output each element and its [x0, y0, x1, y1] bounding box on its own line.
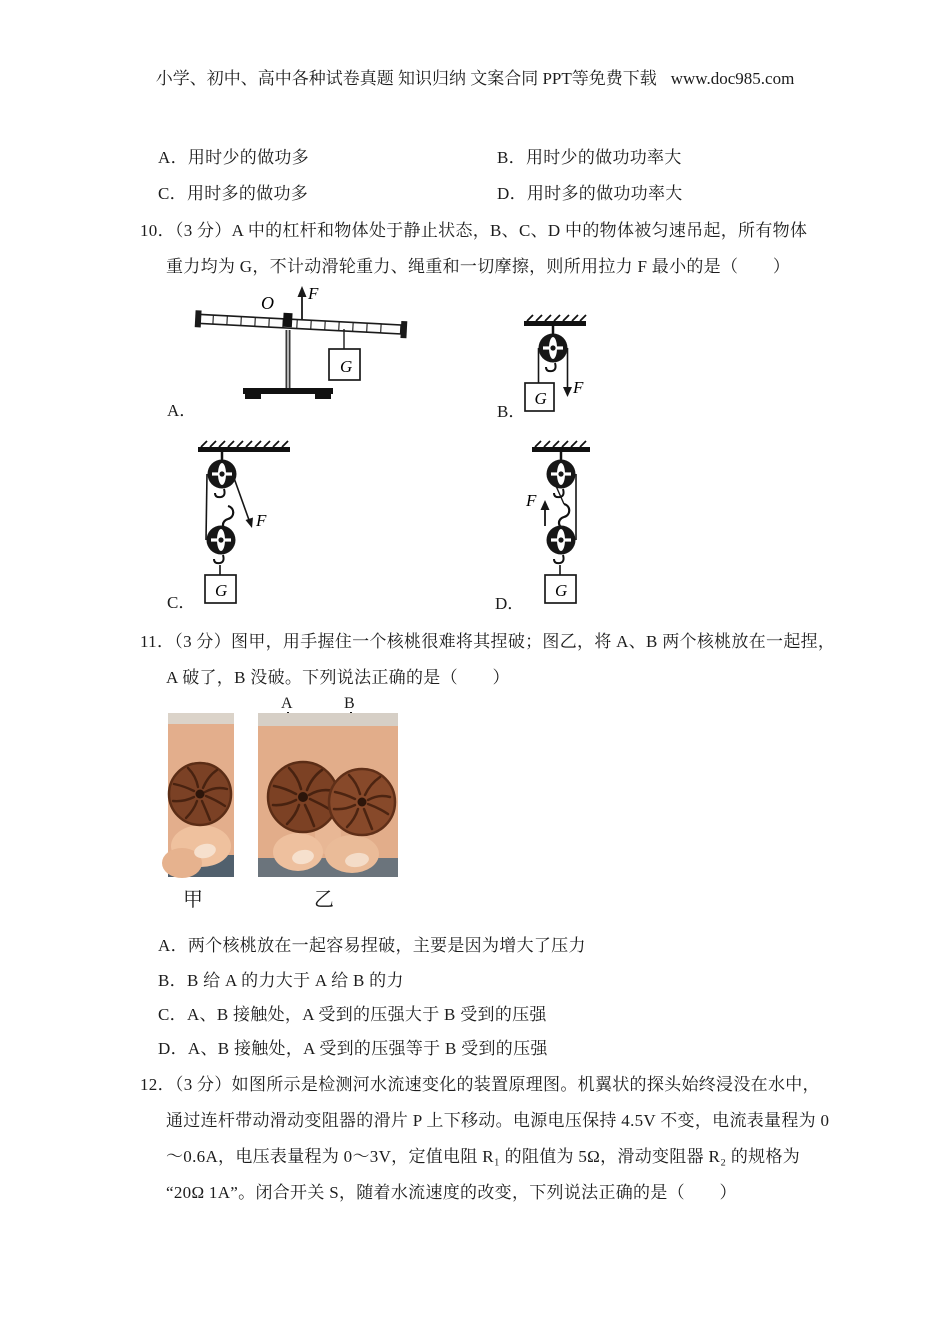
fingertip-right — [325, 835, 379, 873]
q11-option-d: D．A、B 接触处，A 受到的压强等于 B 受到的压强 — [158, 1039, 548, 1058]
stand-foot-right — [315, 394, 331, 399]
photo-caption-jia: 甲 — [183, 889, 203, 911]
force-label-f: F — [256, 511, 267, 530]
q11-stem-line1: 11．（3 分）图甲，用手握住一个核桃很难将其捏破；图乙，将 A、B 两个核桃放在一起捏， — [140, 632, 836, 651]
movable-pulley — [547, 526, 576, 555]
force-arrow-head — [541, 500, 550, 510]
pulley-diagram-c — [192, 438, 312, 606]
movable-pulley-hook — [554, 555, 564, 563]
weight-label-g: G — [340, 357, 353, 376]
walnut-b — [329, 769, 395, 835]
force-arrow-head — [563, 387, 572, 397]
photo-caption-yi: 乙 — [314, 889, 334, 911]
pavement-top — [168, 713, 234, 724]
beam-left-cap — [195, 310, 202, 327]
pivot-clamp — [283, 313, 293, 327]
pivot-label-o: O — [261, 293, 274, 313]
q9-option-c: C．用时多的做功多 — [158, 184, 309, 203]
fixed-pulley — [547, 460, 576, 489]
walnut-b-label: B — [344, 695, 355, 712]
rope-left — [206, 474, 207, 540]
q9-option-b: B．用时少的做功功率大 — [497, 148, 682, 167]
q10-stem-line1: 10．（3 分）A 中的杠杆和物体处于静止状态，B、C、D 中的物体被匀速吊起，所有物体 — [140, 221, 808, 240]
ceiling-hatch — [532, 441, 590, 452]
q11-stem-line2: A 破了，B 没破。下列说法正确的是（ ） — [166, 668, 510, 687]
q9-option-d: D．用时多的做功功率大 — [497, 184, 683, 203]
rope-diagonal — [234, 478, 249, 520]
weight-label-g: G — [534, 389, 547, 408]
fixed-pulley — [539, 334, 568, 363]
stand-foot-left — [245, 394, 261, 399]
pulley-hook — [546, 363, 556, 371]
figure-b-caption: B． — [497, 402, 526, 421]
lever-diagram-a — [195, 283, 410, 405]
lever-beam — [195, 308, 408, 338]
site-watermark — [0, 64, 950, 89]
fixed-pulley — [208, 460, 237, 489]
force-arrow-head — [298, 286, 307, 297]
movable-pulley — [207, 526, 236, 555]
stand-base — [243, 388, 333, 394]
ceiling-hatch — [198, 441, 290, 452]
pulley-diagram-b — [518, 313, 598, 418]
walnut — [169, 763, 231, 825]
fixed-pulley-hook — [215, 489, 225, 497]
q9-option-a: A．用时少的做功多 — [158, 148, 309, 167]
q11-option-a: A．两个核桃放在一起容易捏破，主要是因为增大了压力 — [158, 936, 586, 955]
q12-stem-line2: 通过连杆带动滑动变阻器的滑片 P 上下移动。电源电压保持 4.5V 不变，电流表量程为 0 — [166, 1111, 830, 1130]
force-label-f: F — [526, 491, 537, 510]
weight-label-g: G — [215, 581, 228, 600]
pavement-top — [258, 713, 398, 726]
force-label-f: F — [308, 284, 319, 303]
s-hook — [559, 504, 569, 529]
force-label-f: F — [573, 378, 584, 397]
q11-option-c: C．A、B 接触处，A 受到的压强大于 B 受到的压强 — [158, 1005, 547, 1024]
figure-c-caption: C． — [167, 593, 196, 612]
walnut-a-label: A — [281, 695, 293, 712]
q11-option-b: B．B 给 A 的力大于 A 给 B 的力 — [158, 971, 404, 990]
beam-right-cap — [400, 321, 407, 338]
weight-label-g: G — [555, 581, 568, 600]
movable-pulley-hook — [214, 555, 224, 563]
q12-stem-line3: ～0.6A，电压表量程为 0～3V，定值电阻 R₁ 的阻值为 5Ω，滑动变阻器 R₂ 的规格为 — [166, 1147, 801, 1166]
q10-stem-line2: 重力均为 G，不计动滑轮重力、绳重和一切摩擦，则所用拉力 F 最小的是（ ） — [166, 257, 791, 276]
pulley-diagram-d — [520, 438, 615, 606]
figure-a-caption: A． — [167, 401, 197, 420]
force-arrow-head — [246, 518, 254, 529]
ceiling-hatch — [524, 315, 586, 326]
q12-stem-line4: “20Ω 1A”。闭合开关 S，随着水流速度的改变，下列说法正确的是（ ） — [166, 1183, 737, 1202]
q12-stem-line1: 12．（3 分）如图所示是检测河水流速变化的装置原理图。机翼状的探头始终浸没在水中， — [140, 1075, 820, 1094]
photo-single-walnut — [168, 713, 234, 877]
figure-d-caption: D． — [495, 594, 525, 613]
watermark-url: www.doc985.com — [670, 69, 795, 88]
walnut-a — [268, 762, 338, 832]
photo-two-walnuts — [258, 713, 398, 877]
watermark-text: 小学、初中、高中各种试卷真题 知识归纳 文案合同 PPT等免费下载 — [155, 69, 657, 88]
